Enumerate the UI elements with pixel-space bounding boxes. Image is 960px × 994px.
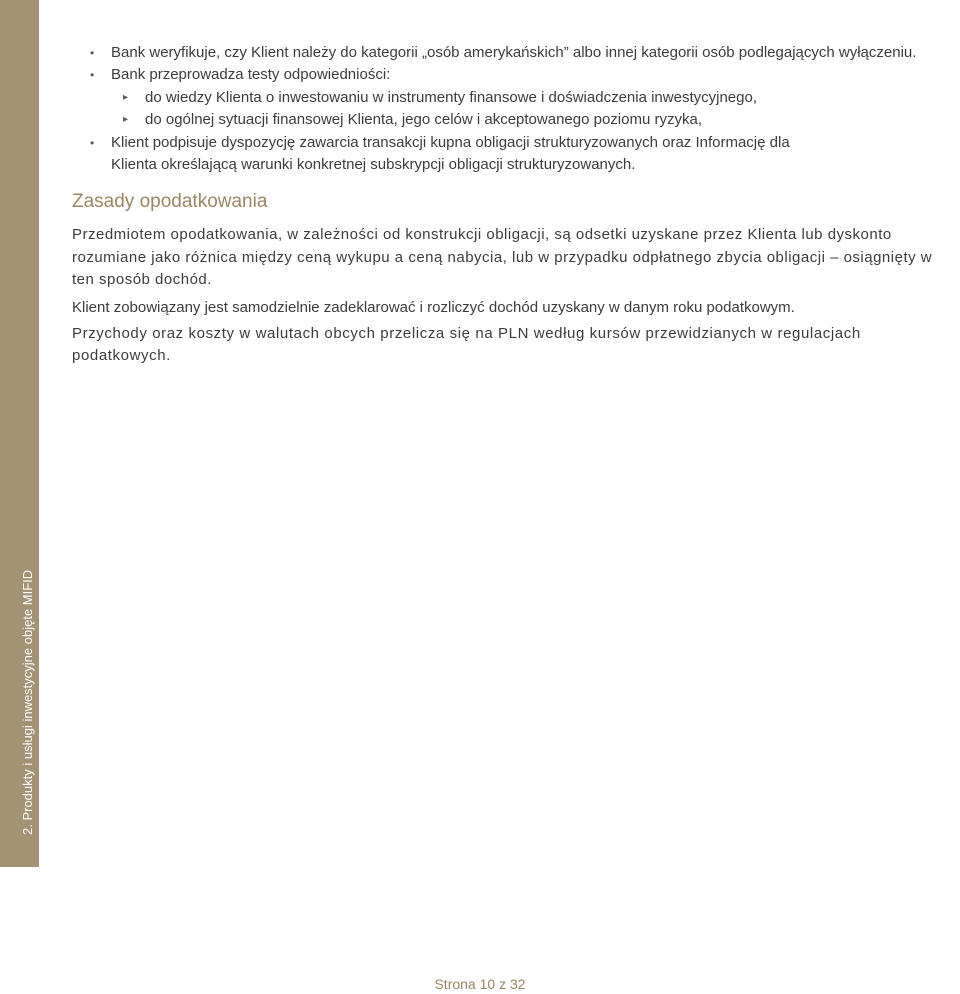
bullet-item: [72, 64, 956, 131]
paragraph: Klient zobowiązany jest samodzielnie zadeklarować i rozliczyć dochód uzyskany w danym roku podatkowym.: [72, 298, 795, 316]
sub-bullet-item: [111, 87, 956, 109]
sub-bullet-text: do ogólnej sytuacji finansowej Klienta, jego celów i akceptowanego poziomu ryzyka,: [145, 111, 702, 129]
paragraph: Przychody oraz koszty w walutach obcych przelicza się na PLN według kursów przewidzianych w regulacjach podatkowych.: [72, 325, 861, 365]
bullet-text: Klient podpisuje dyspozycję zawarcia transakcji kupna obligacji strukturyzowanych oraz Informację dla Klienta określającą warunki konkretnej subskrypcji obligacji strukturyzowanych.: [111, 133, 790, 174]
document-body: [72, 42, 956, 368]
bullet-text: Bank weryfikuje, czy Klient należy do kategorii „osób amerykańskich” albo innej kategorii osób podlegających wyłączeniu.: [111, 44, 917, 61]
sub-bullet-list: [111, 87, 956, 132]
paragraph: Przedmiotem opodatkowania, w zależności od konstrukcji obligacji, są odsetki uzyskane przez Klienta lub dyskonto rozumiane jako różnica między ceną wykupu a ceną nabycia, lub w przypadku odpłatnego zbycia obligacji – osiągnięty w ten sposób dochód.: [72, 226, 933, 289]
bullet-item: [72, 42, 956, 64]
bullet-item: [72, 132, 956, 177]
sidebar-chapter-label: 2. Produkty i usługi inwestycyjne objęte MIFID: [20, 569, 35, 835]
sub-bullet-item: [111, 109, 956, 131]
section-heading: Zasady opodatkowania: [72, 191, 268, 213]
sub-bullet-text: do wiedzy Klienta o inwestowaniu w instrumenty finansowe i doświadczenia inwestycyjnego,: [145, 88, 757, 106]
page-number: Strona 10 z 32: [434, 976, 526, 992]
bullet-text: Bank przeprowadza testy odpowiedniości:: [111, 66, 391, 84]
bullet-list: [72, 42, 956, 176]
